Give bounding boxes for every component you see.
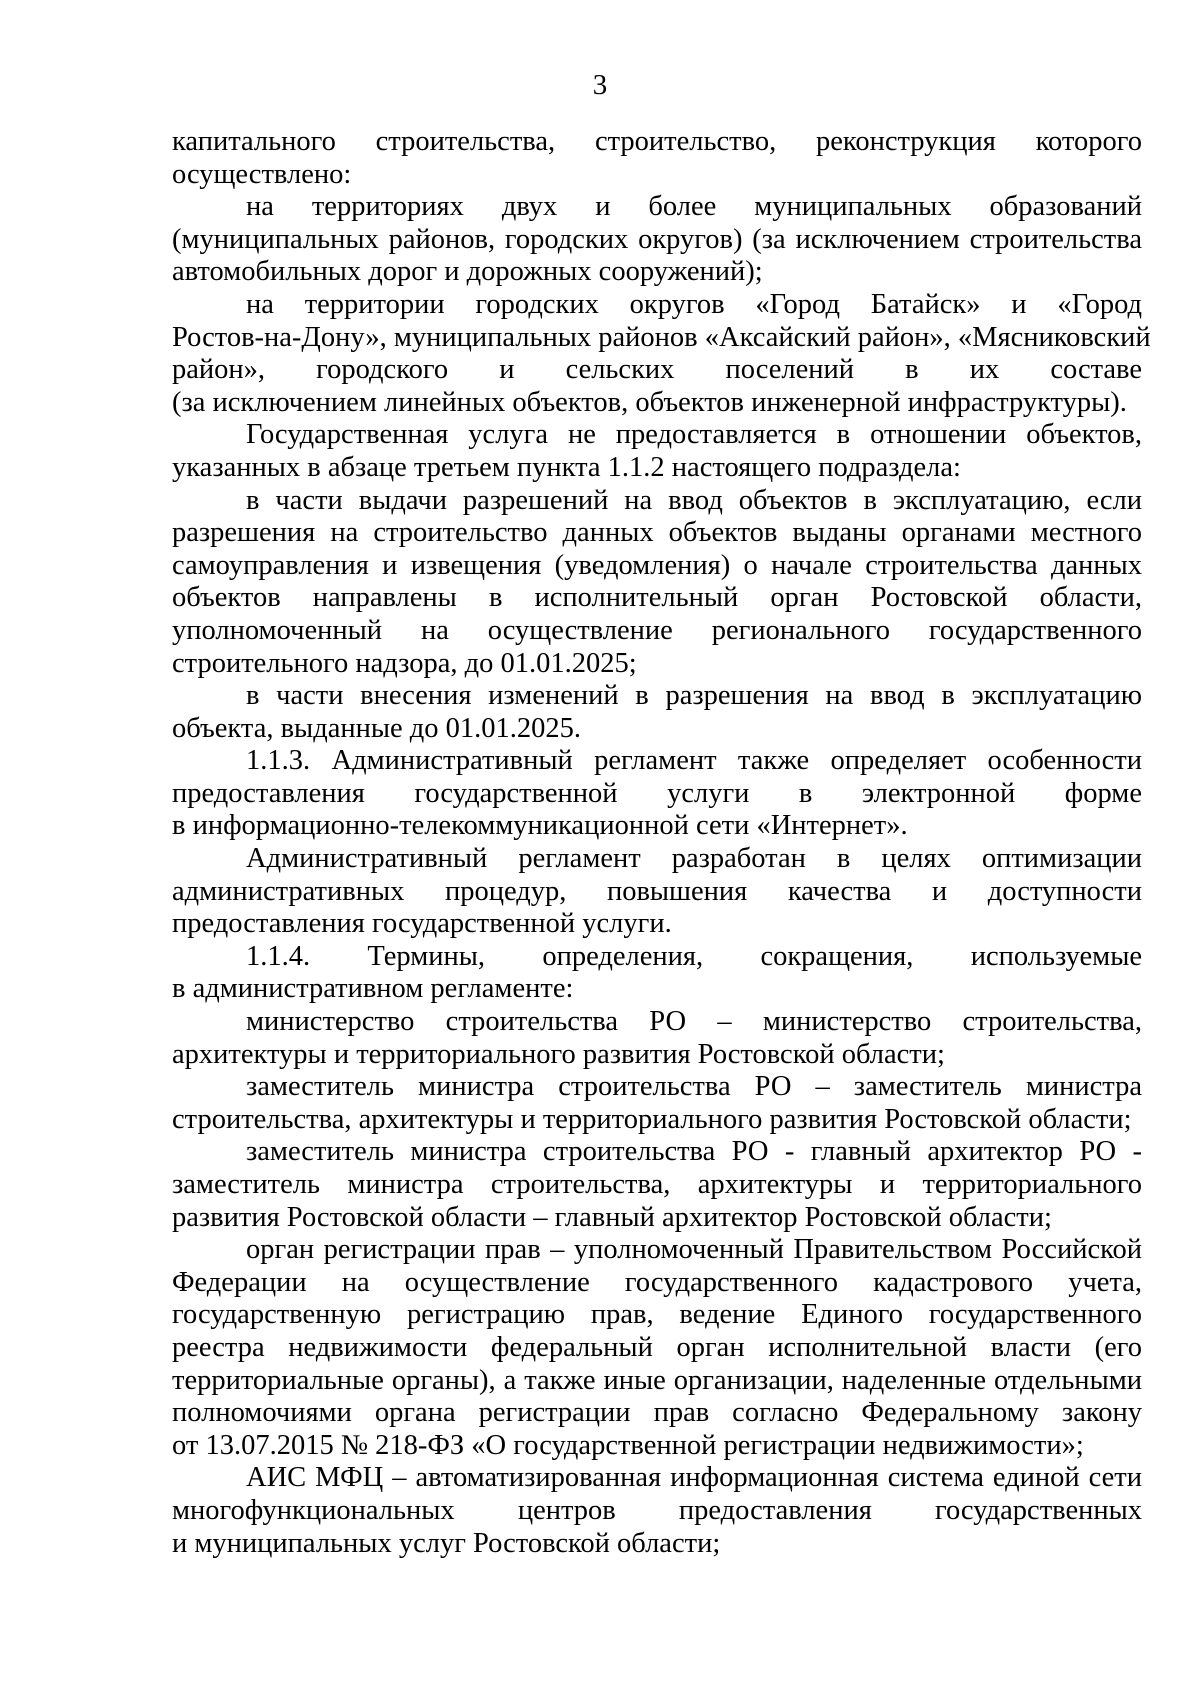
text-line: предоставления государственной услуги.: [172, 908, 672, 940]
text-line: 1.1.3. Административный регламент также определяет особенности: [246, 745, 1142, 777]
text-line: министерство строительства РО – министерство строительства,: [246, 1006, 1142, 1038]
page-number: 3: [592, 69, 608, 101]
text-line: Ростов-на-Дону», муниципальных районов «Аксайский район», «Мясниковский: [172, 321, 1151, 353]
text-line: автомобильных дорог и дорожных сооружений);: [172, 256, 763, 288]
text-line: государственную регистрацию прав, ведение Единого государственного: [172, 1299, 1142, 1331]
text-line: 1.1.4. Термины, определения, сокращения, используемые: [246, 940, 1142, 972]
text-line: указанных в абзаце третьем пункта 1.1.2 настоящего подраздела:: [172, 451, 961, 483]
text-line: осуществлено:: [172, 158, 352, 190]
text-line: объекта, выданные до 01.01.2025.: [172, 712, 582, 744]
text-line: на территории городских округов «Город Батайск» и «Город: [246, 288, 1142, 320]
text-line: заместитель министра строительства РО – заместитель министра: [246, 1071, 1142, 1103]
text-line: в информационно-телекоммуникационной сети «Интернет».: [172, 810, 908, 842]
text-line: АИС МФЦ – автоматизированная информационная система единой сети: [246, 1462, 1142, 1494]
text-line: орган регистрации прав – уполномоченный Правительством Российской: [246, 1234, 1142, 1266]
text-line: разрешения на строительство данных объектов выданы органами местного: [172, 517, 1142, 549]
text-line: развития Ростовской области – главный архитектор Ростовской области;: [172, 1201, 1052, 1233]
text-line: административных процедур, повышения качества и доступности: [172, 875, 1142, 907]
text-line: уполномоченный на осуществление регионального государственного: [172, 614, 1142, 646]
text-line: Административный регламент разработан в целях оптимизации: [246, 843, 1142, 875]
text-line: полномочиями органа регистрации прав согласно Федеральному закону: [172, 1397, 1142, 1429]
document-body: [172, 126, 1151, 1560]
text-line: (за исключением линейных объектов, объектов инженерной инфраструктуры).: [172, 386, 1127, 418]
text-line: самоуправления и извещения (уведомления) о начале строительства данных: [172, 549, 1142, 581]
text-line: территориальные органы), а также иные организации, наделенные отдельными: [172, 1364, 1142, 1396]
text-line: Государственная услуга не предоставляется в отношении объектов,: [246, 419, 1142, 451]
text-line: Федерации на осуществление государственного кадастрового учета,: [172, 1266, 1142, 1298]
text-line: реестра недвижимости федеральный орган исполнительной власти (его: [172, 1331, 1142, 1363]
text-line: и муниципальных услуг Ростовской области;: [172, 1527, 721, 1559]
text-line: в части выдачи разрешений на ввод объектов в эксплуатацию, если: [246, 484, 1142, 516]
text-line: заместитель министра строительства РО - главный архитектор РО -: [246, 1136, 1142, 1168]
text-line: объектов направлены в исполнительный орган Ростовской области,: [172, 582, 1142, 614]
text-line: на территориях двух и более муниципальных образований: [246, 191, 1142, 223]
text-line: от 13.07.2015 № 218-ФЗ «О государственной регистрации недвижимости»;: [172, 1429, 1084, 1461]
text-line: многофункциональных центров предоставления государственных: [172, 1494, 1142, 1526]
text-line: архитектуры и территориального развития Ростовской области;: [172, 1038, 945, 1070]
text-line: район», городского и сельских поселений в их составе: [172, 354, 1142, 386]
text-line: строительного надзора, до 01.01.2025;: [172, 647, 637, 679]
text-line: (муниципальных районов, городских округов) (за исключением строительства: [172, 223, 1142, 255]
text-line: в административном регламенте:: [172, 973, 574, 1005]
text-line: предоставления государственной услуги в электронной форме: [172, 777, 1142, 809]
text-line: в части внесения изменений в разрешения на ввод в эксплуатацию: [246, 680, 1142, 712]
text-line: заместитель министра строительства, архитектуры и территориального: [172, 1169, 1142, 1200]
text-line: строительства, архитектуры и территориального развития Ростовской области;: [172, 1103, 1132, 1135]
text-line: капитального строительства, строительство, реконструкция которого: [172, 126, 1142, 157]
